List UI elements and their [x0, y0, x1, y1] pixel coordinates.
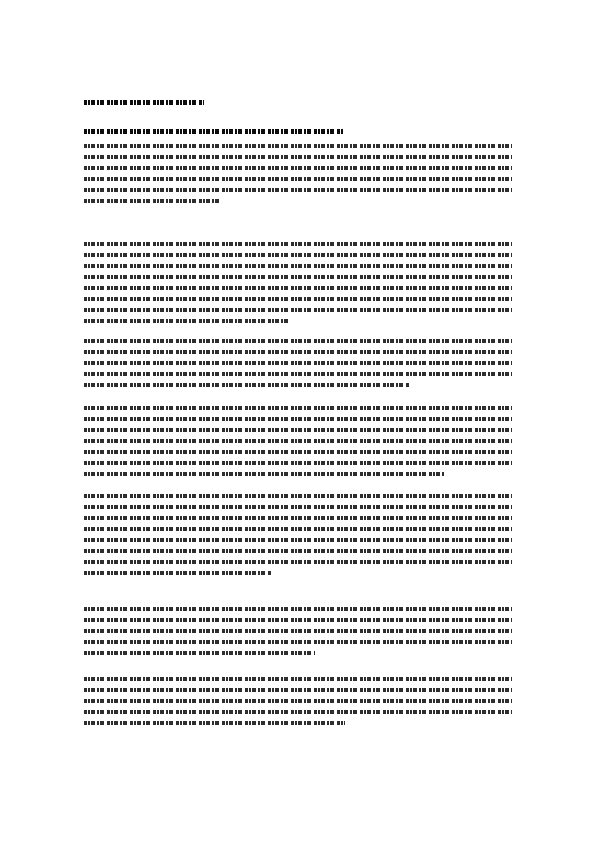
text-line [84, 505, 512, 509]
text-line [84, 472, 444, 476]
text-line [84, 199, 221, 203]
paragraph [84, 607, 512, 662]
text-line [84, 253, 512, 257]
text-line [84, 538, 512, 542]
text-line [84, 308, 512, 312]
text-line [84, 721, 345, 725]
page-header-text [84, 98, 204, 110]
paragraph [84, 242, 512, 330]
text-line [84, 688, 512, 692]
paragraph [84, 677, 512, 732]
paragraph [84, 494, 512, 582]
text-line [84, 166, 512, 170]
text-line [84, 264, 512, 268]
text-line [84, 494, 512, 498]
text-line [84, 297, 512, 301]
text-line [84, 710, 512, 714]
text-line [84, 275, 512, 279]
paragraph [84, 406, 512, 483]
text-line [84, 406, 512, 410]
text-line [84, 188, 512, 192]
text-line [84, 428, 512, 432]
text-line [84, 439, 512, 443]
section-title [84, 126, 344, 140]
text-line [84, 372, 512, 376]
text-line [84, 629, 512, 633]
text-line [84, 651, 315, 655]
text-line [84, 319, 289, 323]
text-line [84, 640, 512, 644]
text-line [84, 450, 512, 454]
text-line [84, 361, 512, 365]
text-line [84, 549, 512, 553]
text-line [84, 516, 512, 520]
text-line [84, 677, 512, 681]
text-line [84, 417, 512, 421]
text-line [84, 339, 512, 343]
text-line [84, 383, 409, 387]
text-line [84, 461, 512, 465]
text-line [84, 607, 512, 611]
text-line [84, 571, 272, 575]
text-line [84, 527, 512, 531]
paragraph [84, 144, 512, 210]
text-line [84, 155, 512, 159]
text-line [84, 618, 512, 622]
text-line [84, 286, 512, 290]
text-line [84, 350, 512, 354]
text-line [84, 177, 512, 181]
text-line [84, 699, 512, 703]
text-line [84, 560, 512, 564]
text-line [84, 242, 512, 246]
paragraph [84, 339, 512, 394]
text-line [84, 144, 512, 148]
